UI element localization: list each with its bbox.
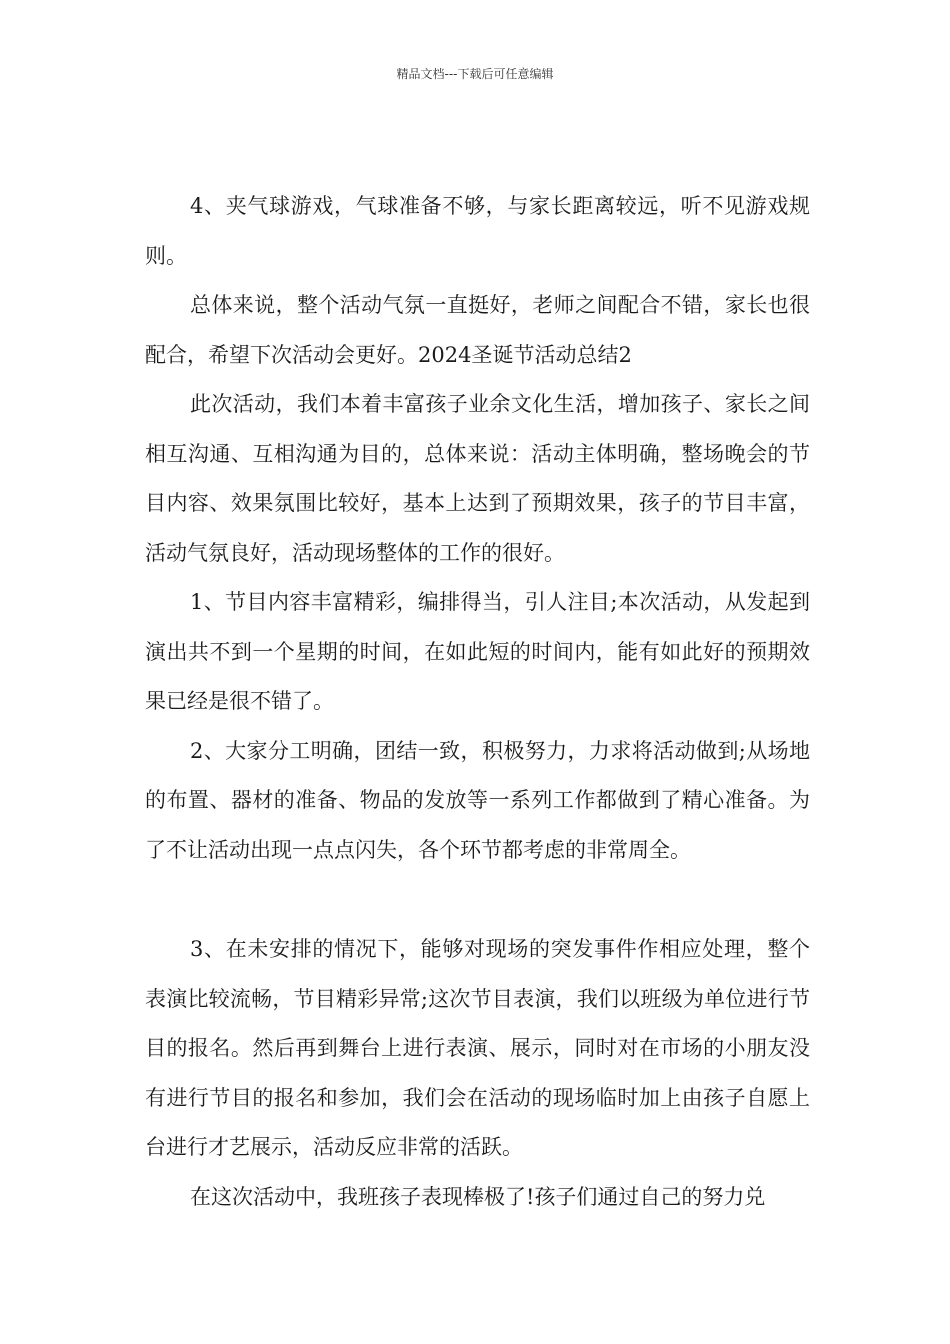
paragraph-item-4: 4、夹气球游戏，气球准备不够，与家长距离较远，听不见游戏规则。 — [145, 194, 810, 268]
paragraph-summary: 总体来说，整个活动气氛一直挺好，老师之间配合不错，家长也很配合，希望下次活动会更好。2024圣诞节活动总结2 — [145, 293, 810, 367]
paragraph-intro: 此次活动，我们本着丰富孩子业余文化生活，增加孩子、家长之间相互沟通、互相沟通为目的，总体来说：活动主体明确，整场晚会的节目内容、效果氛围比较好，基本上达到了预期效果，孩子的节目丰富，活动气氛良好，活动现场整体的工作的很好。 — [145, 392, 810, 565]
paragraph-point-2: 2、大家分工明确，团结一致，积极努力，力求将活动做到;从场地的布置、器材的准备、物品的发放等一系列工作都做到了精心准备。为了不让活动出现一点点闪失，各个环节都考虑的非常周全。 — [145, 738, 810, 862]
document-body — [145, 182, 810, 1222]
paragraph-gap — [145, 875, 810, 925]
paragraph-point-3: 3、在未安排的情况下，能够对现场的突发事件作相应处理，整个表演比较流畅，节目精彩异常;这次节目表演，我们以班级为单位进行节目的报名。然后再到舞台上进行表演、展示，同时对在市场的小朋友没有进行节目的报名和参加，我们会在活动的现场临时加上由孩子自愿上台进行才艺展示，活动反应非常的活跃。 — [145, 937, 810, 1159]
page-header: 精品文档---下载后可任意编辑 — [396, 67, 554, 81]
paragraph-conclusion: 在这次活动中，我班孩子表现棒极了!孩子们通过自己的努力兑 — [190, 1184, 766, 1209]
paragraph-point-1: 1、节目内容丰富精彩，编排得当，引人注目;本次活动，从发起到演出共不到一个星期的时间，在如此短的时间内，能有如此好的预期效果已经是很不错了。 — [145, 590, 810, 713]
